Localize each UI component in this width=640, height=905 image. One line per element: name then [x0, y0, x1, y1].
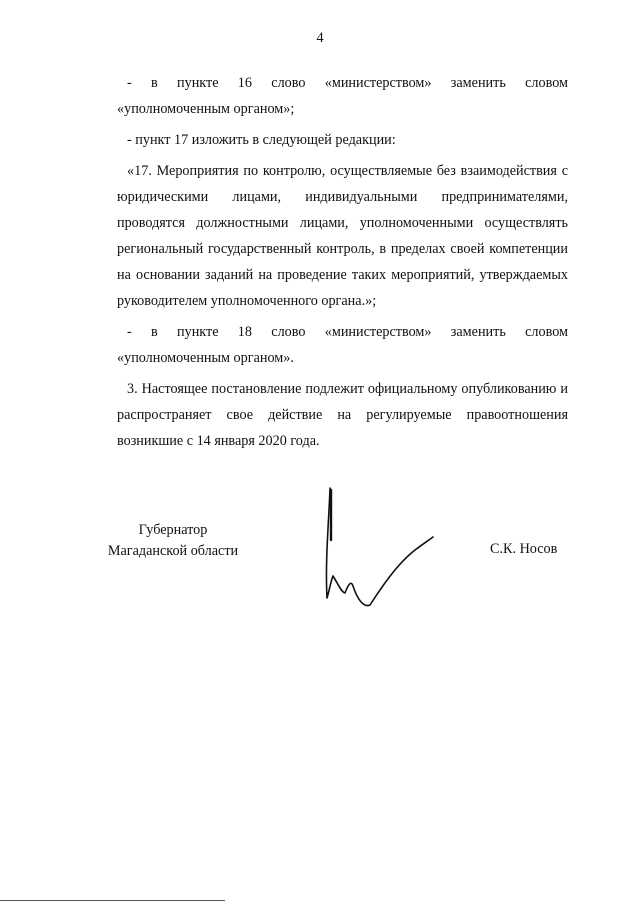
- signatory-name: С.К. Носов: [490, 541, 558, 557]
- signature-block: [0, 520, 640, 630]
- document-body: [117, 70, 568, 459]
- paragraph-clause-3: 3. Настоящее постановление подлежит официальному опубликованию и распространяет свое действие на регулируемые правоотношения возникшие с 14 января 2020 года.: [117, 381, 568, 449]
- signatory-title-line1: Губернатор: [138, 522, 208, 538]
- paragraph-item-18: - в пункте 18 слово «министерством» заменить словом «уполномоченным органом».: [117, 324, 568, 366]
- paragraph-item-17-intro: - пункт 17 изложить в следующей редакции:: [127, 132, 396, 148]
- bottom-divider: [0, 900, 225, 901]
- signatory-title: [98, 520, 248, 562]
- handwritten-signature: [315, 480, 440, 615]
- paragraph-item-16: - в пункте 16 слово «министерством» заменить словом «уполномоченным органом»;: [117, 75, 568, 117]
- page-number: 4: [316, 30, 324, 46]
- signatory-title-line2: Магаданской области: [107, 543, 239, 559]
- paragraph-item-17-text: «17. Мероприятия по контролю, осуществляемые без взаимодействия с юридическими лицами, индивидуальными предпринимателями, проводятся должностными лицами, уполномоченными осуществлять региональный государственный контроль, в пределах своей компетенции на основании заданий на проведение таких мероприятий, утверждаемых руководителем уполномоченного органа.»;: [117, 163, 568, 309]
